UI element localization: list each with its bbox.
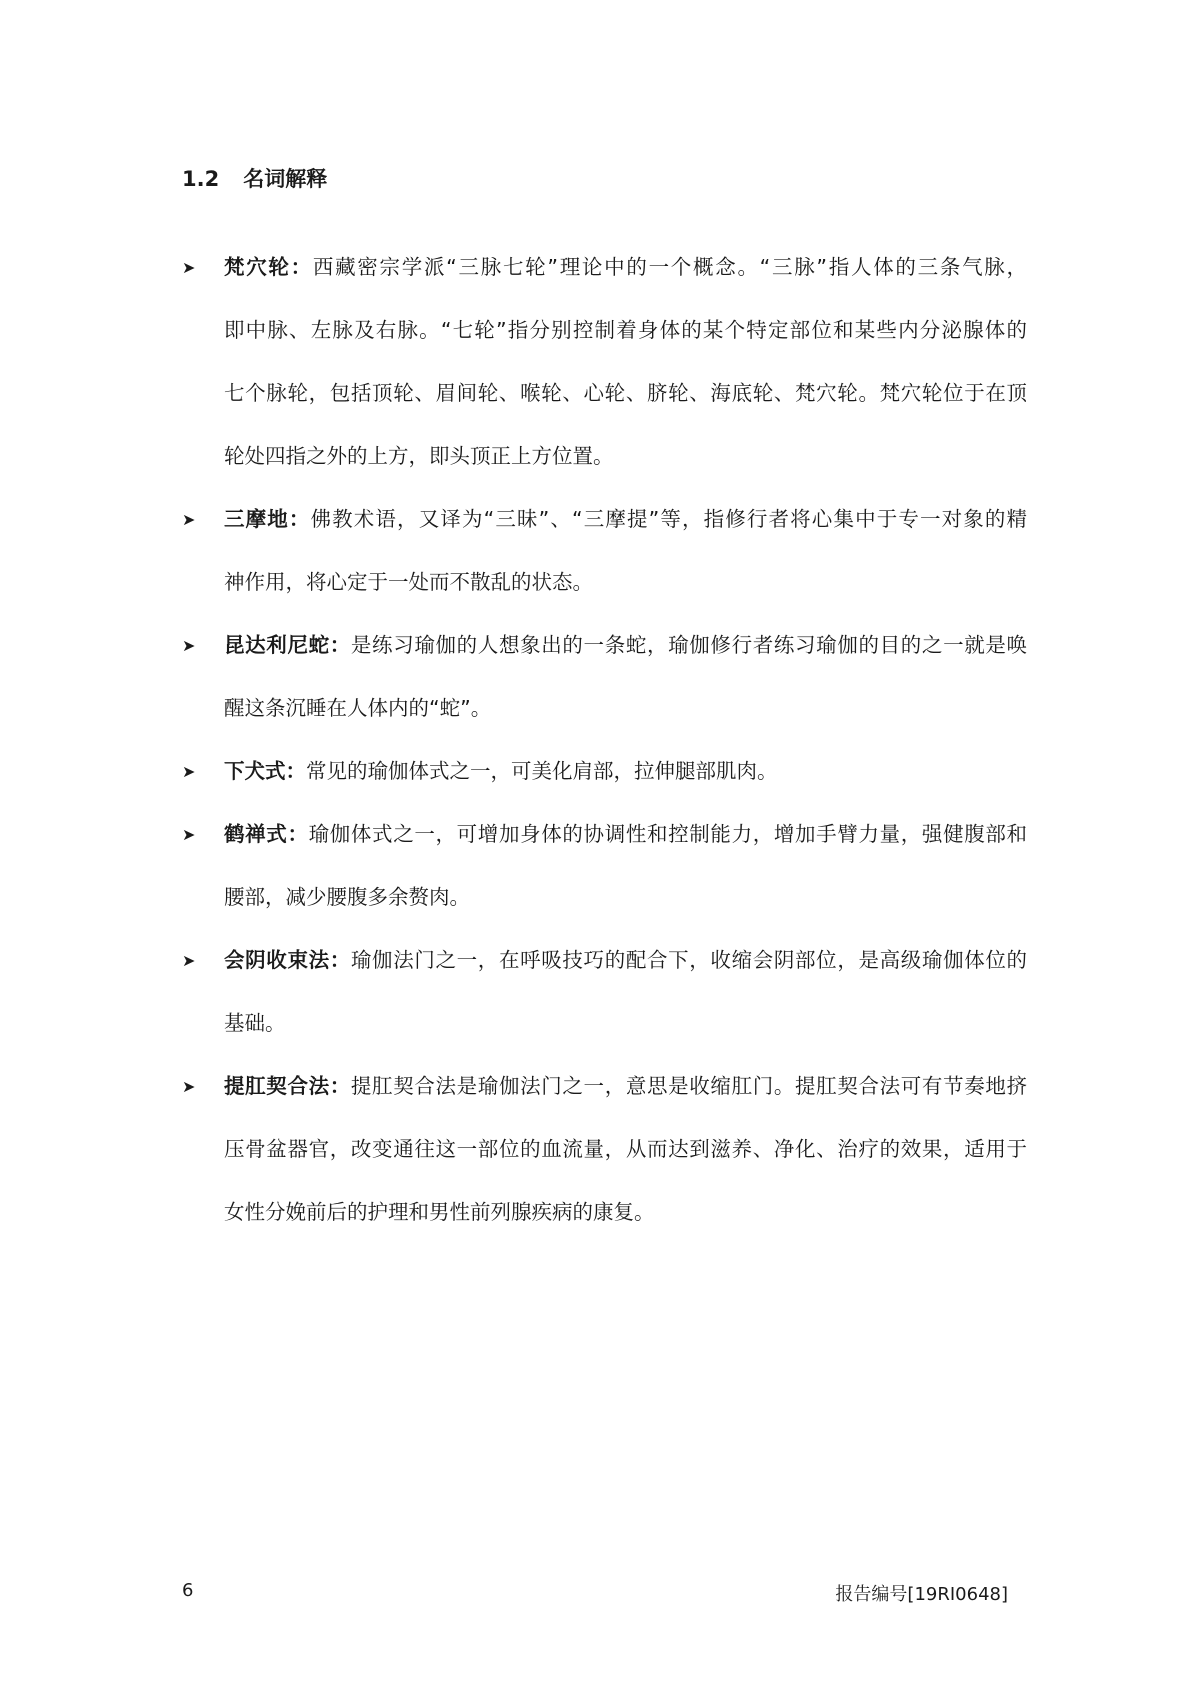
glossary-line (224, 299, 1027, 362)
glossary-item (182, 1055, 1027, 1244)
glossary-term: 三摩地： (224, 507, 311, 531)
glossary-definition-text: 常见的瑜伽体式之一，可美化肩部，拉伸腿部肌肉。 (306, 759, 778, 783)
glossary-term: 会阴收束法： (224, 948, 351, 972)
arrowhead-bullet-icon: ➤ (182, 762, 196, 781)
glossary-definition-text: 七个脉轮，包括顶轮、眉间轮、喉轮、心轮、脐轮、海底轮、梵穴轮。梵穴轮位于在顶 (224, 381, 1027, 405)
glossary-term: 下犬式： (224, 759, 306, 783)
glossary-line (224, 866, 1027, 929)
glossary-definition-text: 女性分娩前后的护理和男性前列腺疾病的康复。 (224, 1200, 655, 1224)
glossary-item (182, 740, 1027, 803)
glossary-definition-text: 压骨盆器官，改变通往这一部位的血流量，从而达到滋养、净化、治疗的效果，适用于 (224, 1137, 1027, 1161)
glossary-definition-text: 是练习瑜伽的人想象出的一条蛇，瑜伽修行者练习瑜伽的目的之一就是唤 (350, 633, 1028, 657)
glossary-definition-text: 西藏密宗学派“三脉七轮”理论中的一个概念。“三脉”指人体的三条气脉， (312, 255, 1028, 279)
glossary-line (224, 740, 1027, 803)
section-heading (182, 163, 327, 193)
glossary-line (224, 1118, 1027, 1181)
glossary-item (182, 614, 1027, 740)
glossary-line (224, 488, 1027, 551)
glossary-definition-text: 轮处四指之外的上方，即头顶正上方位置。 (224, 444, 614, 468)
glossary-line (224, 1181, 1027, 1244)
glossary-line (224, 929, 1027, 992)
glossary-definition-text: 瑜伽法门之一，在呼吸技巧的配合下，收缩会阴部位，是高级瑜伽体位的 (350, 948, 1028, 972)
glossary-line (224, 992, 1027, 1055)
glossary-term: 提肛契合法： (224, 1074, 351, 1098)
glossary-line (224, 1055, 1027, 1118)
glossary-definition-text: 即中脉、左脉及右脉。“七轮”指分别控制着身体的某个特定部位和某些内分泌腺体的 (224, 318, 1027, 342)
section-title: 名词解释 (243, 167, 328, 191)
glossary-item (182, 803, 1027, 929)
glossary-line (224, 551, 1027, 614)
glossary-list (182, 236, 1027, 1244)
glossary-line (224, 362, 1027, 425)
arrowhead-bullet-icon: ➤ (182, 636, 196, 655)
glossary-definition-text: 提肛契合法是瑜伽法门之一，意思是收缩肛门。提肛契合法可有节奏地挤 (350, 1074, 1028, 1098)
arrowhead-bullet-icon: ➤ (182, 258, 196, 277)
glossary-term: 梵穴轮： (224, 255, 313, 279)
glossary-line (224, 677, 1027, 740)
glossary-line (224, 803, 1027, 866)
glossary-definition-text: 佛教术语，又译为“三昧”、“三摩提”等，指修行者将心集中于专一对象的精 (310, 507, 1027, 531)
arrowhead-bullet-icon: ➤ (182, 825, 196, 844)
glossary-line (224, 236, 1027, 299)
glossary-definition-text: 瑜伽体式之一，可增加身体的协调性和控制能力，增加手臂力量，强健腹部和 (308, 822, 1028, 846)
section-number: 1.2 (182, 167, 220, 191)
glossary-term: 鹤禅式： (224, 822, 309, 846)
glossary-definition-text: 醒这条沉睡在人体内的“蛇”。 (224, 696, 492, 720)
glossary-definition-text: 腰部，减少腰腹多余赘肉。 (224, 885, 470, 909)
glossary-item (182, 488, 1027, 614)
arrowhead-bullet-icon: ➤ (182, 1077, 196, 1096)
glossary-line (224, 425, 1027, 488)
page-number: 6 (182, 1580, 194, 1601)
arrowhead-bullet-icon: ➤ (182, 510, 196, 529)
arrowhead-bullet-icon: ➤ (182, 951, 196, 970)
glossary-term: 昆达利尼蛇： (224, 633, 351, 657)
glossary-item (182, 236, 1027, 488)
report-number: 报告编号[19RI0648] (835, 1584, 1008, 1605)
glossary-definition-text: 基础。 (224, 1011, 286, 1035)
glossary-item (182, 929, 1027, 1055)
glossary-line (224, 614, 1027, 677)
glossary-definition-text: 神作用，将心定于一处而不散乱的状态。 (224, 570, 593, 594)
